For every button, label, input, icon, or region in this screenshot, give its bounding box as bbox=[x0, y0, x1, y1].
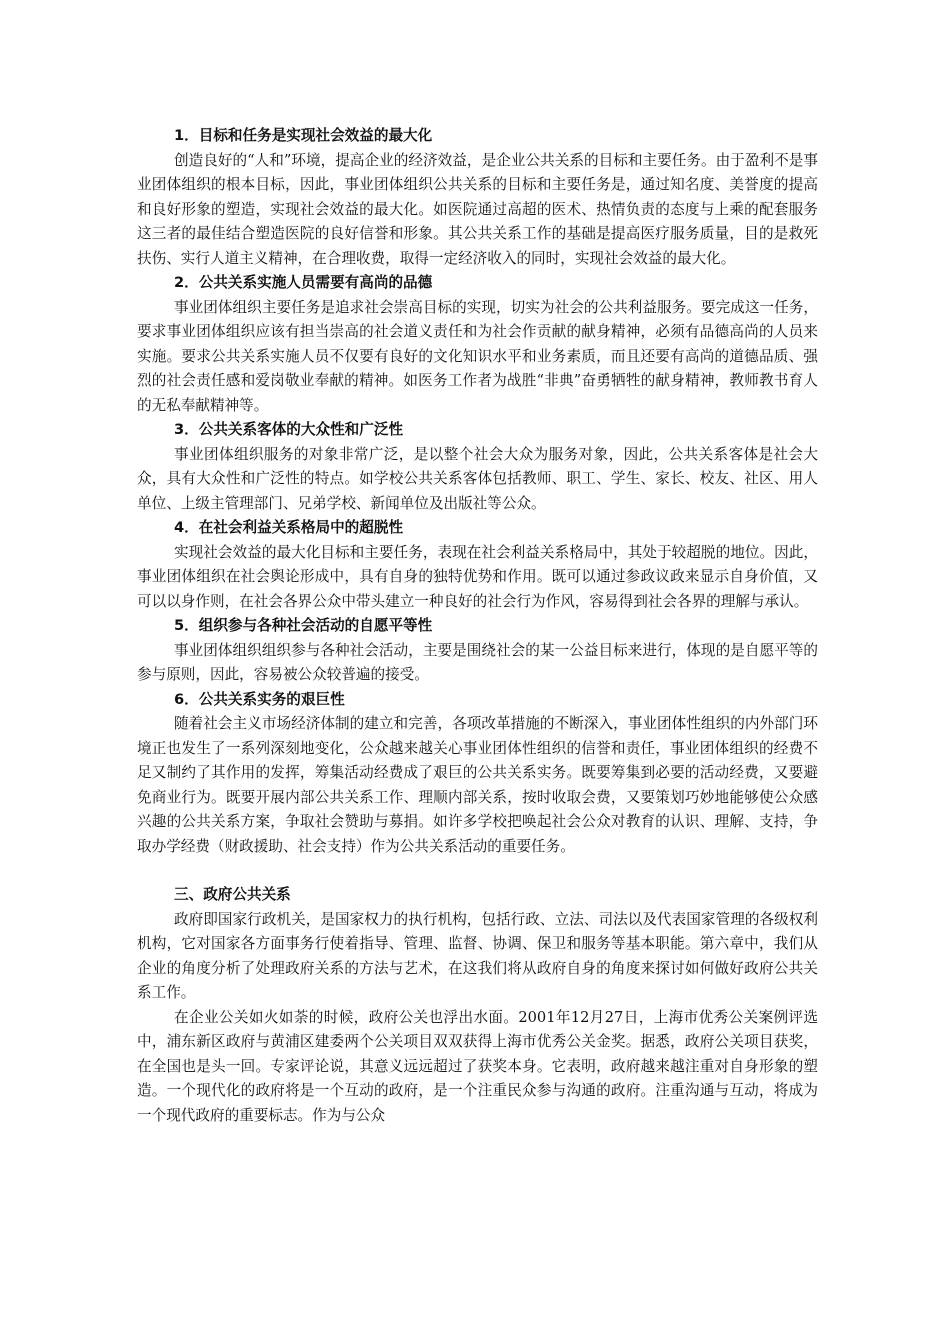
section-1 bbox=[137, 124, 818, 271]
paragraph: 事业团体组织组织参与各种社会活动，主要是围绕社会的某一公益目标来进行，体现的是自愿平等的参与原则，因此，容易被公众较普遍的接受。 bbox=[137, 641, 818, 683]
section-6 bbox=[137, 688, 818, 860]
section-heading: 3．公共关系客体的大众性和广泛性 bbox=[174, 421, 404, 438]
paragraph: 实现社会效益的最大化目标和主要任务，表现在社会利益关系格局中，其处于较超脱的地位。因此，事业团体组织在社会舆论形成中，具有自身的独特优势和作用。既可以通过参政议政来显示自身价值，又可以以身作则，在社会各界公众中带头建立一种良好的社会行为作风，容易得到社会各界的理解与承认。 bbox=[137, 543, 818, 610]
section-heading: 4．在社会利益关系格局中的超脱性 bbox=[174, 519, 404, 536]
chapter-heading: 三、政府公共关系 bbox=[174, 886, 291, 903]
spacer bbox=[137, 859, 818, 883]
section-2 bbox=[137, 271, 818, 418]
paragraph: 创造良好的“人和”环境，提高企业的经济效益，是企业公共关系的目标和主要任务。由于盈利不是事业团体组织的根本目标，因此，事业团体组织公共关系的目标和主要任务是，通过知名度、美誉度的提高和良好形象的塑造，实现社会效益的最大化。如医院通过高超的医术、热情负责的态度与上乘的配套服务这三者的最佳结合塑造医院的良好信誉和形象。其公共关系工作的基础是提高医疗服务质量，目的是救死扶伤、实行人道主义精神，在合理收费，取得一定经济收入的同时，实现社会效益的最大化。 bbox=[137, 151, 818, 267]
paragraph: 在企业公关如火如荼的时候，政府公关也浮出水面。2001年12月27日，上海市优秀公关案例评选中，浦东新区政府与黄浦区建委两个公关项目双双获得上海市优秀公关金奖。据悉，政府公关项目获奖，在全国也是头一回。专家评论说，其意义远远超过了获奖本身。它表明，政府越来越注重对自身形象的塑造。一个现代化的政府将是一个互动的政府，是一个注重民众参与沟通的政府。注重沟通与互动，将成为一个现代政府的重要标志。作为与公众 bbox=[137, 1008, 818, 1124]
document-page bbox=[137, 124, 818, 1128]
section-3 bbox=[137, 418, 818, 516]
section-heading: 5．组织参与各种社会活动的自愿平等性 bbox=[174, 617, 433, 634]
section-heading: 1．目标和任务是实现社会效益的最大化 bbox=[174, 127, 433, 144]
paragraph: 随着社会主义市场经济体制的建立和完善，各项改革措施的不断深入，事业团体性组织的内外部门环境正也发生了一系列深刻地变化，公众越来越关心事业团体性组织的信誉和责任，事业团体组织的经费不足又制约了其作用的发挥，筹集活动经费成了艰巨的公共关系实务。既要筹集到必要的活动经费，又要避免商业行为。既要开展内部公共关系工作、理顺内部关系，按时收取会费，又要策划巧妙地能够使公众感兴趣的公共关系方案，争取社会赞助与募捐。如许多学校把唤起社会公众对教育的认识、理解、支持，争取办学经费（财政援助、社会支持）作为公共关系活动的重要任务。 bbox=[137, 715, 818, 855]
section-4 bbox=[137, 516, 818, 614]
paragraph: 事业团体组织服务的对象非常广泛，是以整个社会大众为服务对象，因此，公共关系客体是社会大众，具有大众性和广泛性的特点。如学校公共关系客体包括教师、职工、学生、家长、校友、社区、用人单位、上级主管理部门、兄弟学校、新闻单位及出版社等公众。 bbox=[137, 445, 818, 512]
paragraph: 事业团体组织主要任务是追求社会崇高目标的实现，切实为社会的公共利益服务。要完成这一任务，要求事业团体组织应该有担当崇高的社会道义责任和为社会作贡献的献身精神，必须有品德高尚的人员来实施。要求公共关系实施人员不仅要有良好的文化知识水平和业务素质，而且还要有高尚的道德品质、强烈的社会责任感和爱岗敬业奉献的精神。如医务工作者为战胜“非典”奋勇牺牲的献身精神，教师教书育人的无私奉献精神等。 bbox=[137, 298, 818, 414]
section-5 bbox=[137, 614, 818, 688]
section-heading: 6．公共关系实务的艰巨性 bbox=[174, 690, 345, 708]
paragraph: 政府即国家行政机关，是国家权力的执行机构，包括行政、立法、司法以及代表国家管理的各级权利机构，它对国家各方面事务行使着指导、管理、监督、协调、保卫和服务等基本职能。第六章中，我们从企业的角度分析了处理政府关系的方法与艺术，在这我们将从政府自身的角度来探讨如何做好政府公共关系工作。 bbox=[137, 910, 818, 1001]
section-heading: 2．公共关系实施人员需要有高尚的品德 bbox=[174, 274, 433, 291]
government-pr-section bbox=[137, 883, 818, 1128]
